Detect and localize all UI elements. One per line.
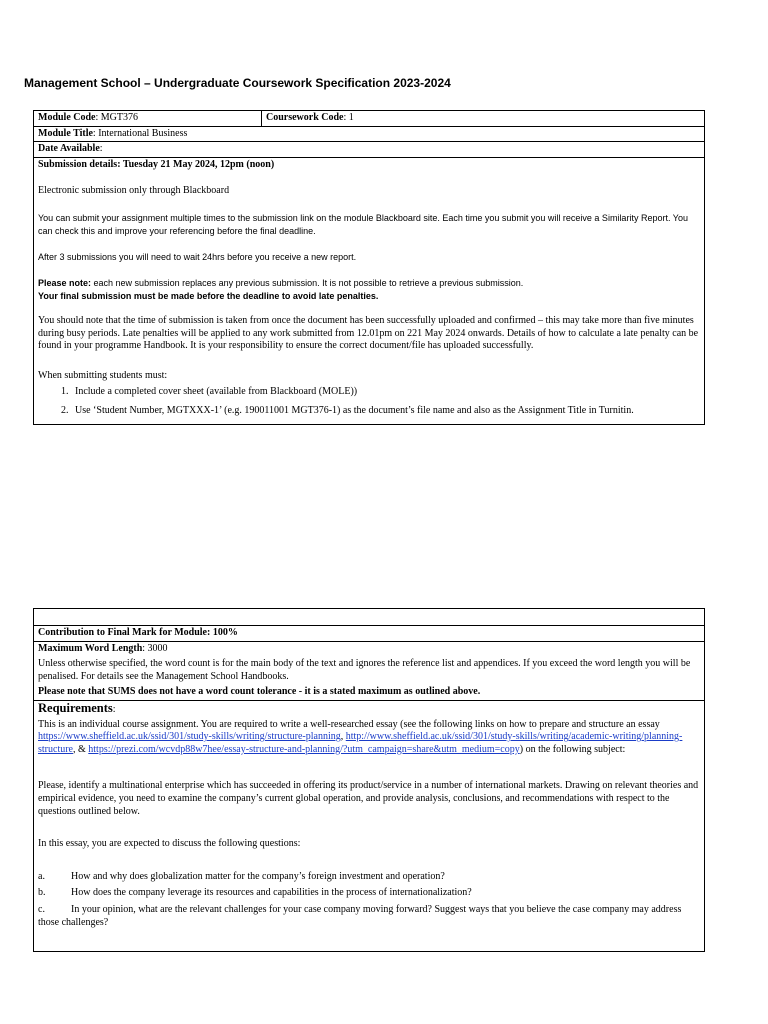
contribution-row: Contribution to Final Mark for Module: 100% bbox=[34, 626, 704, 642]
sums-note: Please note that SUMS does not have a word count tolerance - it is a stated maximum as outlined above. bbox=[38, 686, 481, 698]
date-available-label: Date Available bbox=[38, 143, 100, 155]
word-length-cell bbox=[34, 642, 704, 701]
expected-questions-intro: In this essay, you are expected to discuss the following questions: bbox=[38, 838, 301, 850]
identify-task: Please, identify a multinational enterprise which has succeeded in offering its product/service in a number of international markets. Drawing on relevant theories and empirical evidence, you need to examine the company’s current global operation, and provide analysis, conclusions, and recommendations with respect to the questions outlined below. bbox=[38, 780, 699, 817]
multiple-submission-note: You can submit your assignment multiple times to the submission link on the module Blackboard site. Each time you submit you will receive a Similarity Report. You can check this and improve your referencing before the final deadline. bbox=[38, 212, 688, 236]
questions-list bbox=[38, 871, 700, 929]
date-available-value: : bbox=[99, 143, 103, 155]
coursework-code-label: Coursework Code bbox=[266, 112, 344, 123]
module-code-row bbox=[34, 111, 704, 127]
list-item: 2. Use ‘Student Number, MGTXXX-1’ (e.g. 190011001 MGT376-1) as the document’s file name and also as the Assignment Title in Turnitin. bbox=[71, 405, 700, 418]
module-title-row bbox=[34, 127, 704, 143]
final-submission-warning: Your final submission must be made before the deadline to avoid late penalties. bbox=[38, 290, 379, 301]
submission-time-note: You should note that the time of submission is taken from once the document has been successfully uploaded and confirmed – this may take more than five minutes during busy periods. Late penalties will be applied to any work submitted from 12.01pm on 221 May 2024 onwards. Details of how to calculate a late penalty can be found in your programme Handbook. It is your responsibility to ensure the correct document/file has uploaded successfully. bbox=[38, 314, 699, 352]
page-title: Management School – Undergraduate Coursework Specification 2023-2024 bbox=[24, 76, 451, 90]
list-item: 1. Include a completed cover sheet (available from Blackboard (MOLE)) bbox=[71, 386, 700, 399]
submission-table bbox=[33, 110, 705, 425]
electronic-submission-note: Electronic submission only through Blackboard bbox=[38, 185, 230, 197]
when-submitting-label: When submitting students must: bbox=[38, 369, 168, 381]
assignment-intro: This is an individual course assignment. You are required to write a well-researched essay (see the following links on how to prepare and structure an essay https://www.sheffield.ac.uk/ssid/301/study-skills/writing/structure-planning, http://www.sheffield.ac.uk/ssid/301/study-skills/writing/academic-writing/planning-structure, & https://prezi.com/wcvdp88w7hee/essay-structure-and-planning/?utm_campaign=share&utm_medium=copy) on the following subject: bbox=[38, 718, 683, 755]
structure-planning-link[interactable]: https://www.sheffield.ac.uk/ssid/301/study-skills/writing/structure-planning bbox=[38, 731, 341, 743]
list-item: a. How and why does globalization matter for the company’s foreign investment and operation? bbox=[38, 870, 445, 882]
academic-writing-link[interactable]: http://www.sheffield.ac.uk/ssid/301/study-skills/writing/academic-writing/planning-structure bbox=[38, 731, 683, 755]
word-count-note: Unless otherwise specified, the word count is for the main body of the text and ignores the reference list and appendices. If you exceed the word length you will be penalised. For details see the Management School Handbooks. bbox=[38, 658, 691, 682]
requirements-table bbox=[33, 608, 705, 952]
report-wait-note: After 3 submissions you will need to wait 24hrs before you receive a new report. bbox=[38, 251, 357, 262]
replacement-note: Please note: each new submission replaces any previous submission. It is not possible to retrieve a previous submission. bbox=[38, 277, 524, 288]
module-code-label: Module Code bbox=[38, 112, 96, 123]
date-available-row bbox=[34, 142, 704, 158]
submission-details-cell bbox=[34, 158, 704, 424]
module-title-label: Module Title bbox=[38, 127, 93, 139]
requirements-heading: Requirements: bbox=[38, 700, 116, 715]
submission-deadline: Submission details: Tuesday 21 May 2024, 12pm (noon) bbox=[38, 158, 275, 170]
list-item: b. How does the company leverage its resources and capabilities in the process of internationalization? bbox=[38, 887, 472, 899]
word-length: Maximum Word Length: 3000 bbox=[38, 642, 168, 654]
module-title-value: : International Business bbox=[92, 127, 188, 139]
requirements-cell bbox=[34, 701, 704, 951]
submission-steps bbox=[38, 386, 700, 417]
prezi-link[interactable]: https://prezi.com/wcvdp88w7hee/essay-structure-and-planning/?utm_campaign=share&utm_medium=copy bbox=[88, 743, 520, 755]
empty-header-row bbox=[34, 609, 704, 626]
coursework-code-value: : 1 bbox=[343, 112, 354, 123]
list-item: c. In your opinion, what are the relevant challenges for your case company moving forward? Suggest ways that you believe the case company may address those challenges? bbox=[38, 903, 682, 928]
module-code-value: : MGT376 bbox=[95, 112, 138, 123]
